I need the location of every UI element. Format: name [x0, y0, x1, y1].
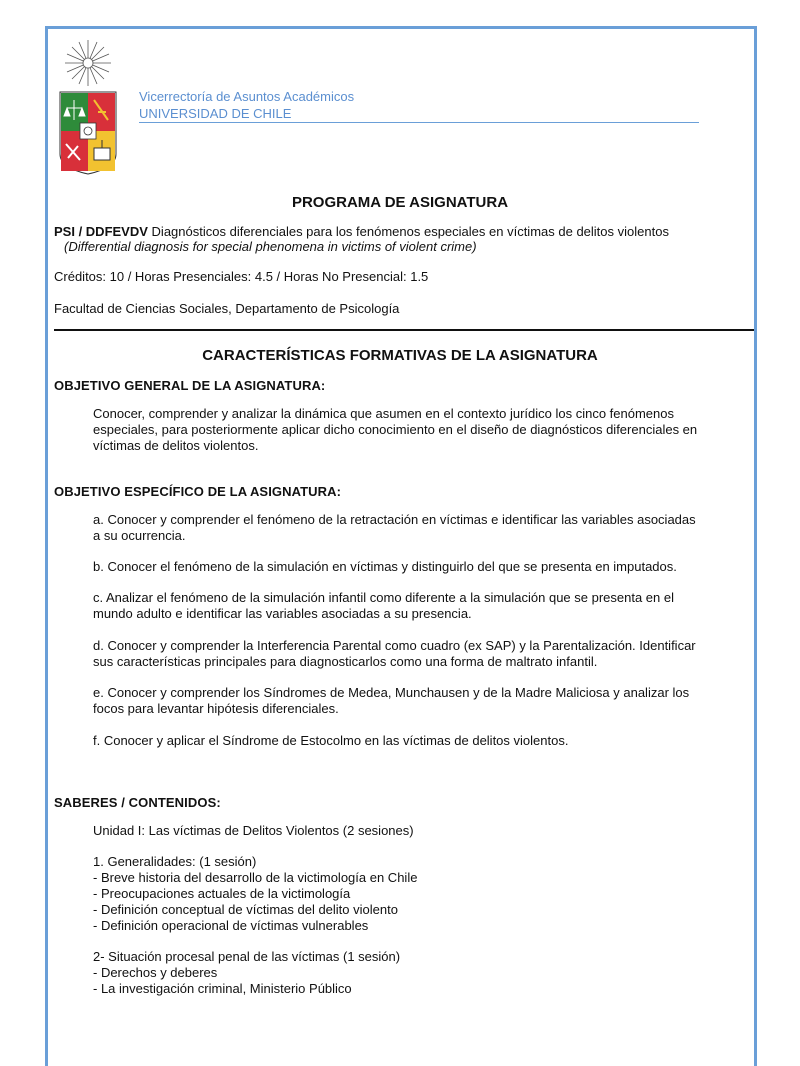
- specific-objective-a: [93, 512, 723, 544]
- section-1-list: [93, 854, 723, 934]
- course-code: PSI / DDFEVDV: [54, 224, 148, 239]
- objective-line: c. Analizar el fenómeno de la simulación infantil como diferente a la simulación que se presenta en el: [93, 590, 675, 605]
- list-item: - Derechos y deberes: [93, 965, 218, 980]
- objective-line: b. Conocer el fenómeno de la simulación en víctimas y distinguirlo del que se presenta en imputados.: [93, 559, 677, 574]
- list-item: - Definición operacional de víctimas vulnerables: [93, 918, 369, 933]
- university-crest-logo: [58, 36, 118, 176]
- list-item: - Breve historia del desarrollo de la victimología en Chile: [93, 870, 418, 885]
- section-title: 2- Situación procesal penal de las víctimas (1 sesión): [93, 949, 401, 964]
- section-2-list: [93, 949, 723, 997]
- list-item: - Preocupaciones actuales de la victimología: [93, 886, 351, 901]
- institution-header: [139, 89, 699, 123]
- objective-line: a su ocurrencia.: [93, 528, 186, 543]
- specific-objective-c: [93, 590, 723, 622]
- vicerrectoria-label: Vicerrectoría de Asuntos Académicos: [139, 89, 355, 104]
- course-name: Diagnósticos diferenciales para los fenómenos especiales en víctimas de delitos violentos: [151, 224, 669, 239]
- objective-line: a. Conocer y comprender el fenómeno de la retractación en víctimas e identificar las variables asociadas: [93, 512, 696, 527]
- general-objective-heading: OBJETIVO GENERAL DE LA ASIGNATURA:: [54, 378, 326, 393]
- list-item: - La investigación criminal, Ministerio Público: [93, 981, 352, 996]
- credits-line: Créditos: 10 / Horas Presenciales: 4.5 / Horas No Presencial: 1.5: [54, 269, 429, 284]
- objective-line: sus características principales para diagnosticarlos como una forma de maltrato infantil.: [93, 654, 598, 669]
- objective-line: mundo adulto e identificar las variables asociadas a su presencia.: [93, 606, 472, 621]
- specific-objective-b: [93, 559, 723, 575]
- star-burst-icon: [65, 40, 111, 86]
- course-name-line: [54, 224, 754, 239]
- list-item: - Definición conceptual de víctimas del delito violento: [93, 902, 398, 917]
- specific-objective-d: [93, 638, 723, 670]
- objective-line: e. Conocer y comprender los Síndromes de Medea, Munchausen y de la Madre Maliciosa y analizar los: [93, 685, 690, 700]
- university-name: UNIVERSIDAD DE CHILE: [139, 106, 699, 123]
- general-objective-line: víctimas de delitos violentos.: [93, 438, 259, 453]
- section-divider: [54, 329, 754, 331]
- objective-line: d. Conocer y comprender la Interferencia Parental como cuadro (ex SAP) y la Parentalización. Identificar: [93, 638, 696, 653]
- objective-line: f. Conocer y aplicar el Síndrome de Estocolmo en las víctimas de delitos violentos.: [93, 733, 569, 748]
- unit-title: [93, 823, 723, 839]
- specific-objective-f: [93, 733, 723, 749]
- general-objective-line: Conocer, comprender y analizar la dinámica que asumen en el contexto jurídico los cinco fenómenos: [93, 406, 674, 421]
- faculty-line: Facultad de Ciencias Sociales, Departamento de Psicología: [54, 301, 400, 316]
- unit-label: Unidad I: Las víctimas de Delitos Violentos (2 sesiones): [93, 823, 414, 838]
- program-title: PROGRAMA DE ASIGNATURA: [291, 194, 509, 211]
- general-objective-line: especiales, para posteriormente aplicar dicho conocimiento en el diseño de diagnósticos diferenciales en: [93, 422, 698, 437]
- specific-objective-e: [93, 685, 723, 717]
- section-title: 1. Generalidades: (1 sesión): [93, 854, 257, 869]
- course-name-english: (Differential diagnosis for special phenomena in victims of violent crime): [64, 239, 477, 254]
- objective-line: focos para levantar hipótesis diferenciales.: [93, 701, 339, 716]
- specific-objective-heading: OBJETIVO ESPECÍFICO DE LA ASIGNATURA:: [54, 484, 342, 499]
- general-objective-text: [93, 406, 723, 454]
- features-title: CARACTERÍSTICAS FORMATIVAS DE LA ASIGNATURA: [202, 347, 598, 364]
- contents-heading: SABERES / CONTENIDOS:: [54, 795, 221, 810]
